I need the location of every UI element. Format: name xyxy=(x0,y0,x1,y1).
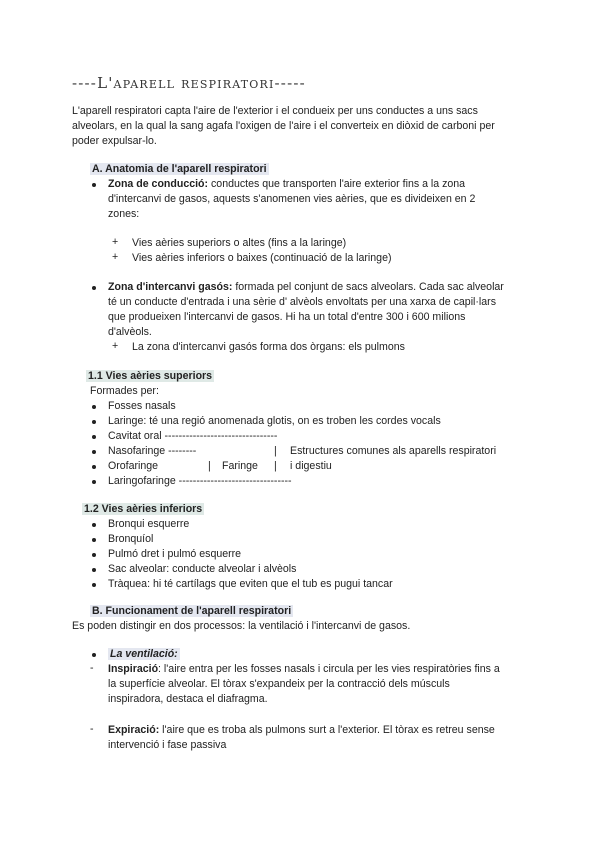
zona-conduccio-label: Zona de conducció: xyxy=(108,178,209,190)
intro-line-2: alveolars, en la qual la sang agafa l'oxigen de l'aire i el converteix en diòxid de carboni per xyxy=(72,120,495,132)
zona-intercanvi-line-1: Zona d'intercanvi gasós: formada pel conjunt de sacs alveolars. Cada sac alveolar xyxy=(108,281,504,293)
zona-conduccio-line-3: zones: xyxy=(108,208,140,220)
expiracio-line-2: intervenció i fase passiva xyxy=(108,739,227,751)
plus-icon: + xyxy=(112,251,119,263)
intro-line-3: poder expulsar-lo. xyxy=(72,135,157,147)
zona-intercanvi-line-2: té un conducte d'entrada i una sèrie d' alvèols envoltats per una xarxa de capil·lars xyxy=(108,296,497,308)
dash-icon: - xyxy=(90,662,94,674)
section-1-1-heading: 1.1 Vies aèries superiors xyxy=(88,370,213,382)
zona-conduccio-line-2: d'intercanvi de gasos, aquests s'anomenen vies aèries, que es divideixen en 2 xyxy=(108,193,476,205)
list-item: Tràquea: hi té cartílags que eviten que el tub es pugui tancar xyxy=(108,578,393,590)
formades-per: Formades per: xyxy=(90,385,159,397)
list-item: Cavitat oral -------------------------------- xyxy=(108,430,278,442)
bullet-icon xyxy=(92,420,96,424)
sub-item-inferiors: Vies aèries inferiors o baixes (continuació de la laringe) xyxy=(132,252,392,264)
section-b-heading: B. Funcionament de l'aparell respiratori xyxy=(92,605,292,617)
section-1-2-heading: 1.2 Vies aèries inferiors xyxy=(84,503,203,515)
bullet-icon xyxy=(92,480,96,484)
expiracio-line-1: Expiració: l'aire que es troba als pulmons surt a l'exterior. El tòrax es retreu sense xyxy=(108,724,495,736)
expiracio-label: Expiració: xyxy=(108,724,160,736)
inspiracio-line-2: la superfície alveolar. El tòrax s'expandeix per la contracció dels músculs xyxy=(108,678,450,690)
bullet-icon xyxy=(92,465,96,469)
bracket-pipe: | xyxy=(274,460,277,472)
ventilacio-heading: La ventilació: xyxy=(110,648,178,660)
bracket-pipe: | xyxy=(274,445,277,457)
bullet-icon xyxy=(92,435,96,439)
bullet-icon xyxy=(92,653,96,657)
bullet-icon xyxy=(92,538,96,542)
faringe-label: Faringe xyxy=(222,460,258,472)
zona-intercanvi-label: Zona d'intercanvi gasós: xyxy=(108,281,233,293)
plus-icon: + xyxy=(112,340,119,352)
list-item: Orofaringe xyxy=(108,460,159,472)
bullet-icon xyxy=(92,405,96,409)
bullet-icon xyxy=(92,183,96,187)
list-item: Laringofaringe -------------------------------- xyxy=(108,475,292,487)
inspiracio-line-1: Inspiració: l'aire entra per les fosses nasals i circula per les vies respiratòries fins a xyxy=(108,663,500,675)
zona-conduccio-line-1: Zona de conducció: conductes que transporten l'aire exterior fins a la zona xyxy=(108,178,466,190)
list-item: Laringe: té una regió anomenada glotis, on es troben les cordes vocals xyxy=(108,415,441,427)
bullet-icon xyxy=(92,568,96,572)
bullet-icon xyxy=(92,553,96,557)
zona-intercanvi-line-4: d'alvèols. xyxy=(108,326,152,338)
section-b-intro: Es poden distingir en dos processos: la ventilació i l'intercanvi de gasos. xyxy=(72,620,411,632)
bullet-icon xyxy=(92,523,96,527)
list-item: Fosses nasals xyxy=(108,400,176,412)
list-item: Sac alveolar: conducte alveolar i alvèols xyxy=(108,563,297,575)
inspiracio-label: Inspiració xyxy=(108,663,159,675)
list-item: Pulmó dret i pulmó esquerre xyxy=(108,548,242,560)
bracket-pipe: | xyxy=(208,460,211,472)
list-item: Bronquíol xyxy=(108,533,154,545)
page-title: ----L'aparell respiratori----- xyxy=(72,74,306,92)
plus-icon: + xyxy=(112,236,119,248)
bullet-icon xyxy=(92,286,96,290)
list-item: Bronqui esquerre xyxy=(108,518,190,530)
inspiracio-line-3: inspiradora, destaca el diafragma. xyxy=(108,693,268,705)
sub-item-pulmons: La zona d'intercanvi gasós forma dos òrgans: els pulmons xyxy=(132,341,405,353)
sub-item-superiors: Vies aèries superiors o altes (fins a la laringe) xyxy=(132,237,347,249)
common-structures-line-2: i digestiu xyxy=(290,460,332,472)
bullet-icon xyxy=(92,450,96,454)
dash-icon: - xyxy=(90,723,94,735)
common-structures-line-1: Estructures comunes als aparells respiratori xyxy=(290,445,497,457)
bullet-icon xyxy=(92,583,96,587)
section-a-heading: A. Anatomia de l'aparell respiratori xyxy=(92,163,267,175)
zona-intercanvi-line-3: que produeixen l'intercanvi de gasos. Hi ha un total d'entre 300 i 600 milions xyxy=(108,311,466,323)
intro-line-1: L'aparell respiratori capta l'aire de l'exterior i el condueix per uns conductes a uns sacs xyxy=(72,105,478,117)
list-item: Nasofaringe -------- xyxy=(108,445,197,457)
